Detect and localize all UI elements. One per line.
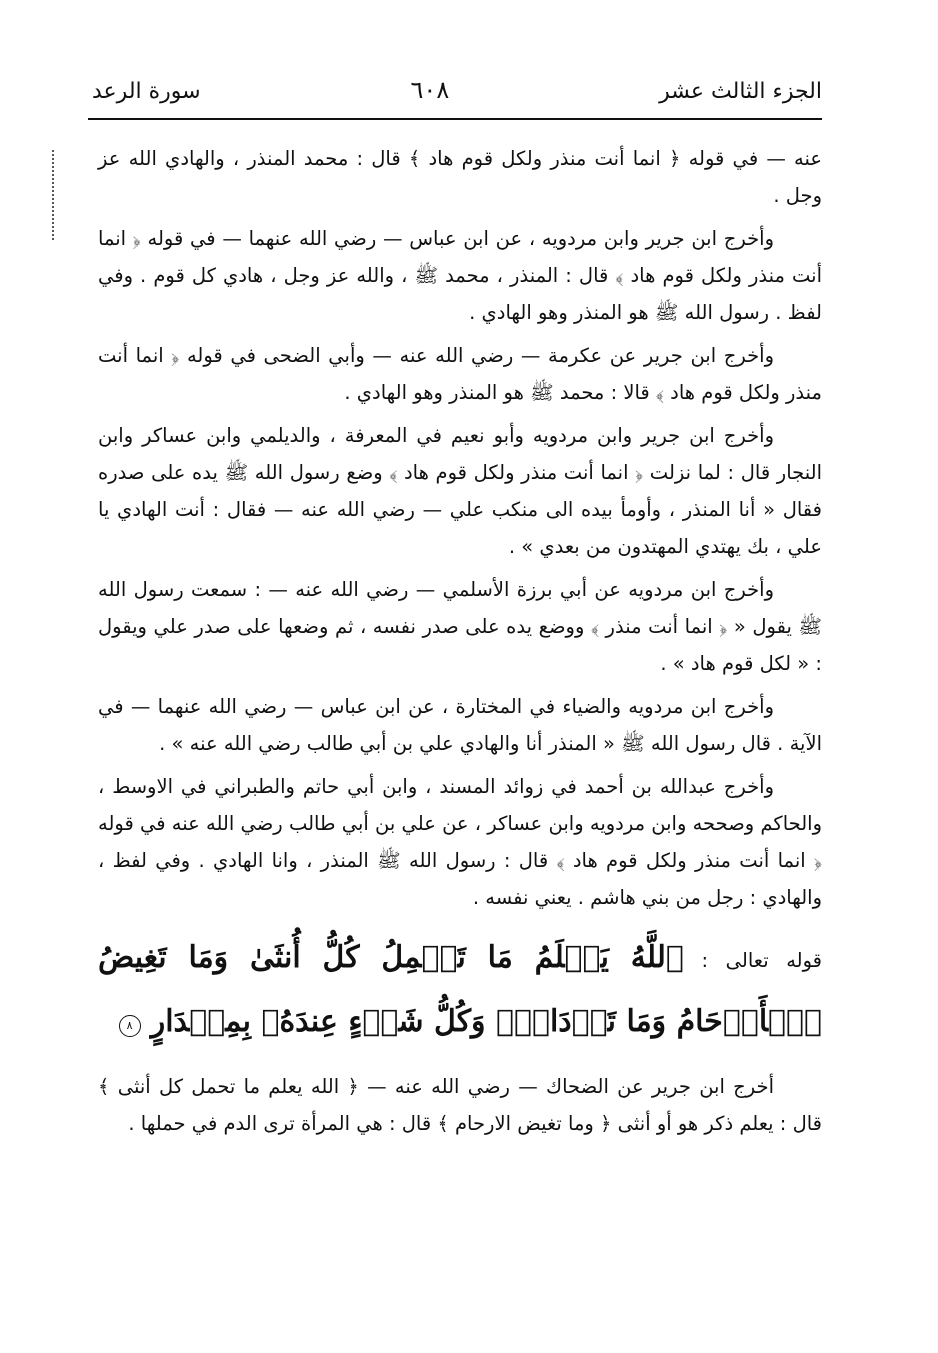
page-header [92, 58, 822, 104]
paragraph: وأخرج ابن مردويه عن أبي برزة الأسلمي — رضي الله عنه — : سمعت رسول الله ﷺ يقول « ﴿ انما أنت منذر ﴾ ووضع يده على صدر نفسه ، ثم وضعها على صدر علي ويقول : « لكل قوم هاد » . [98, 578, 822, 675]
paragraph: عنه — في قوله ﴿ انما أنت منذر ولكل قوم هاد ﴾ قال : محمد المنذر ، والهادي الله عز وجل . [98, 147, 822, 207]
paragraph: وأخرج ابن جرير عن عكرمة — رضي الله عنه — وأبي الضحى في قوله ﴿ انما أنت منذر ولكل قوم هاد ﴾ قالا : محمد ﷺ هو المنذر وهو الهادي . [98, 344, 822, 404]
quran-verse: ٱللَّهُ يَعۡلَمُ مَا تَحۡمِلُ كُلُّ أُنثَىٰ وَمَا تَغِيضُ ٱلۡأَرۡحَامُ وَمَا تَزۡدَادُۖ وَكُلُّ شَيۡءٍ عِندَهُۥ بِمِقۡدَارٍ [98, 940, 822, 1039]
page-number: ٦٠٨ [410, 76, 450, 104]
paragraph: وأخرج عبدالله بن أحمد في زوائد المسند ، وابن أبي حاتم والطبراني في الاوسط ، والحاكم وصححه وابن مردويه وابن عساكر ، عن علي بن أبي طالب رضي الله عنه في قوله ﴿ انما أنت منذر ولكل قوم هاد ﴾ قال : رسول الله ﷺ المنذر ، وانا الهادي . وفي لفظ ، والهادي : رجل من بني هاشم . يعني نفسه . [98, 775, 822, 909]
surah-title: سورة الرعد [92, 79, 201, 104]
margin-marks [52, 150, 60, 240]
verse-intro: قوله تعالى : [701, 949, 822, 972]
paragraph: وأخرج ابن جرير وابن مردويه وأبو نعيم في المعرفة ، والديلمي وابن عساكر وابن النجار قال : لما نزلت ﴿ انما أنت منذر ولكل قوم هاد ﴾ وضع رسول الله ﷺ يده على صدره فقال « أنا المنذر ، وأومأ بيده الى منكب علي — رضي الله عنه — فقال : أنت الهادي يا علي ، بك يهتدي المهتدون من بعدي » . [98, 424, 822, 558]
page-body [98, 140, 822, 1148]
part-title: الجزء الثالث عشر [659, 79, 822, 104]
header-rule [88, 118, 822, 120]
quran-verse-block [98, 926, 822, 1054]
verse-number-marker: ٨ [119, 1015, 141, 1037]
paragraph: وأخرج ابن جرير وابن مردويه ، عن ابن عباس — رضي الله عنهما — في قوله ﴿ انما أنت منذر ولكل قوم هاد ﴾ قال : المنذر ، محمد ﷺ ، والله عز وجل ، هادي كل قوم . وفي لفظ . رسول الله ﷺ هو المنذر وهو الهادي . [98, 227, 822, 324]
paragraph: أخرج ابن جرير عن الضحاك — رضي الله عنه — ﴿ الله يعلم ما تحمل كل أنثى ﴾ قال : يعلم ذكر هو أو أنثى ﴿ وما تغيض الارحام ﴾ قال : هي المرأة ترى الدم في حملها . [98, 1075, 822, 1135]
paragraph: وأخرج ابن مردويه والضياء في المختارة ، عن ابن عباس — رضي الله عنهما — في الآية . قال رسول الله ﷺ « المنذر أنا والهادي علي بن أبي طالب رضي الله عنه » . [98, 695, 822, 755]
